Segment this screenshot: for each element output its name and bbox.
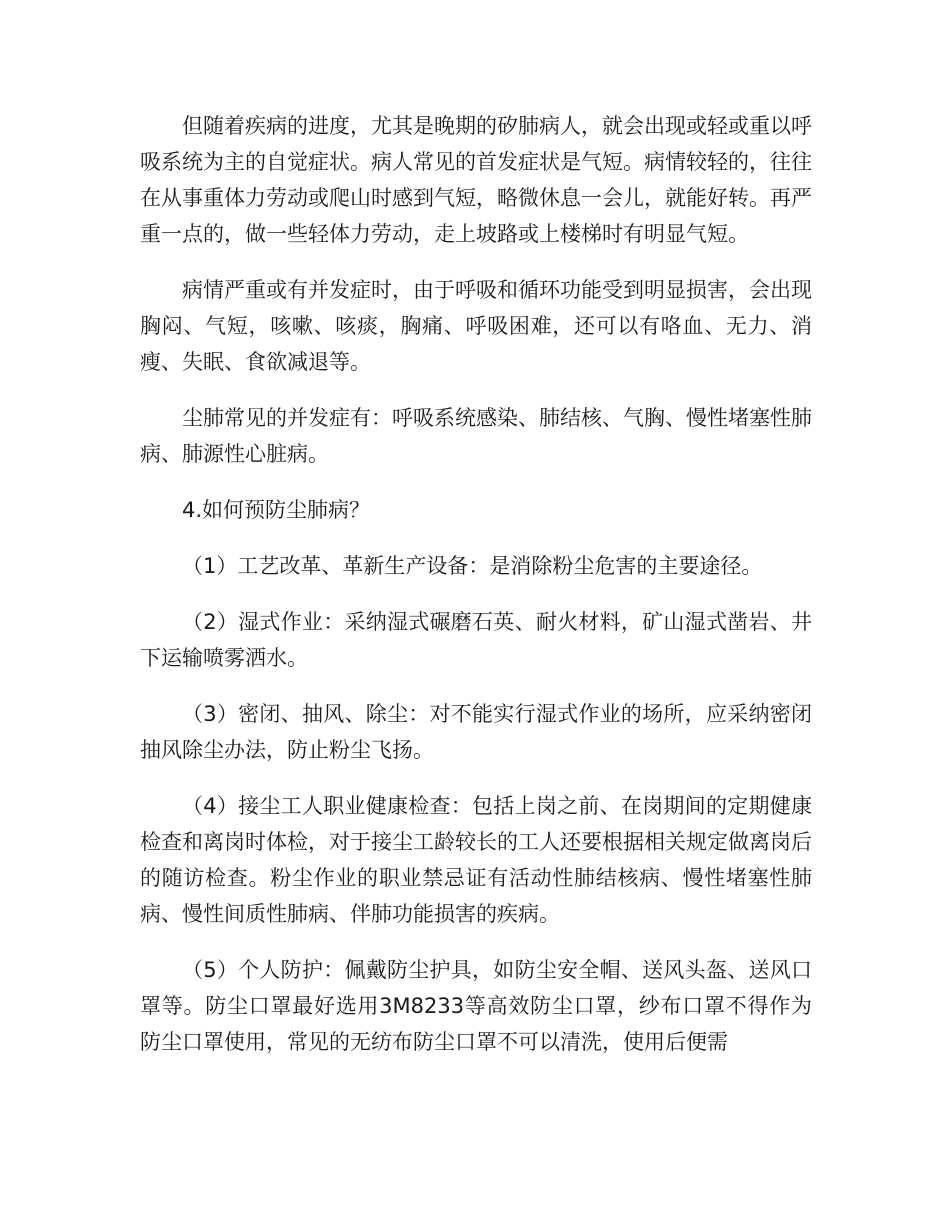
- measure-item-2: （2）湿式作业：采纳湿式碾磨石英、耐火材料，矿山湿式凿岩、井下运输喷雾洒水。: [140, 610, 812, 670]
- measure-item-1: （1）工艺改革、革新生产设备：是消除粉尘危害的主要途径。: [182, 554, 763, 578]
- measure-item-3: （3）密闭、抽风、除尘：对不能实行湿式作业的场所，应采纳密闭抽风除尘办法，防止粉尘飞扬。: [140, 702, 812, 762]
- paragraph-complications: 尘肺常见的并发症有：呼吸系统感染、肺结核、气胸、慢性堵塞性肺病、肺源性心脏病。: [140, 406, 812, 466]
- paragraph-symptoms: 但随着疾病的进度，尤其是晚期的矽肺病人，就会出现或轻或重以呼吸系统为主的自觉症状。病人常见的首发症状是气短。病情较轻的，往往在从事重体力劳动或爬山时感到气短，略微休息一会儿，就能好转。再严重一点的，做一些轻体力劳动，走上坡路或上楼梯时有明显气短。: [140, 114, 812, 246]
- document-body: [140, 108, 812, 1080]
- section-heading-prevention: 4.如何预防尘肺病？: [182, 498, 371, 522]
- paragraph-severe-symptoms: 病情严重或有并发症时，由于呼吸和循环功能受到明显损害，会出现胸闷、气短，咳嗽、咳痰，胸痛、呼吸困难，还可以有咯血、无力、消瘦、失眠、食欲减退等。: [140, 278, 812, 374]
- measure-item-5: （5）个人防护：佩戴防尘护具，如防尘安全帽、送风头盔、送风口罩等。防尘口罩最好选用3M8233等高效防尘口罩，纱布口罩不得作为防尘口罩使用，常见的无纺布防尘口罩不可以清洗，使用后便需: [140, 958, 812, 1054]
- measure-item-4: （4）接尘工人职业健康检查：包括上岗之前、在岗期间的定期健康检查和离岗时体检，对于接尘工龄较长的工人还要根据相关规定做离岗后的随访检查。粉尘作业的职业禁忌证有活动性肺结核病、慢性堵塞性肺病、慢性间质性肺病、伴肺功能损害的疾病。: [140, 794, 812, 926]
